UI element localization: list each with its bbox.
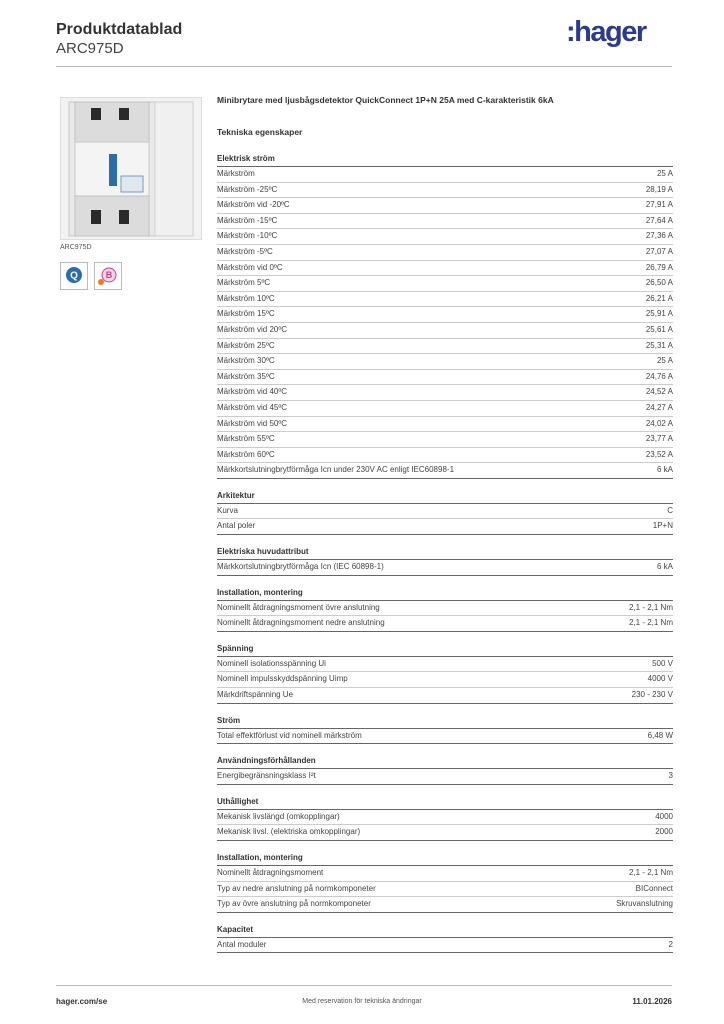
spec-label: Typ av nedre anslutning på normkomponeter <box>217 883 376 893</box>
spec-value: Skruvanslutning <box>616 899 673 909</box>
spec-value: 4000 <box>655 811 673 821</box>
spec-row <box>217 601 673 617</box>
spec-value: 23,77 A <box>645 434 673 444</box>
spec-label: Mekanisk livsl. (elektriska omkopplingar) <box>217 827 361 837</box>
spec-value: 3 <box>668 771 673 781</box>
spec-value: 25 A <box>656 169 673 178</box>
arc-detection-badge <box>94 262 122 290</box>
spec-group-title: Ström <box>217 714 673 729</box>
arc-detection-icon <box>95 263 121 289</box>
spec-value: 4000 V <box>647 674 673 684</box>
spec-value: 2,1 - 2,1 Nm <box>628 868 673 877</box>
spec-label: Märkström vid 45ºC <box>217 402 288 412</box>
spec-row <box>217 339 673 355</box>
spec-row <box>217 245 673 261</box>
spec-value: BIConnect <box>635 883 673 893</box>
circuit-breaker-illustration <box>61 98 201 239</box>
spec-label: Märkström 30ºC <box>217 356 275 366</box>
image-label: ARC975D <box>60 244 92 251</box>
spec-row <box>217 657 673 673</box>
spec-label: Märkström vid 0ºC <box>217 262 283 272</box>
spec-row <box>217 519 673 535</box>
spec-group-title: Installation, montering <box>217 851 673 866</box>
spec-value: 24,27 A <box>645 402 673 412</box>
spec-row <box>217 825 673 841</box>
spec-groups <box>217 152 673 953</box>
spec-row <box>217 448 673 464</box>
spec-label: Märkdriftspänning Ue <box>217 690 294 700</box>
spec-value: 27,36 A <box>645 231 673 241</box>
spec-label: Antal moduler <box>217 939 267 949</box>
spec-group <box>217 851 673 913</box>
spec-row <box>217 323 673 339</box>
spec-label: Märkström -10ºC <box>217 231 278 241</box>
spec-label: Märkström 55ºC <box>217 434 275 444</box>
spec-row <box>217 432 673 448</box>
quickconnect-icon <box>61 263 87 289</box>
spec-row <box>217 198 673 214</box>
spec-value: 2 <box>668 939 673 949</box>
spec-value: 24,52 A <box>645 387 673 397</box>
spec-label: Märkström <box>217 169 255 178</box>
spec-value: 25,61 A <box>645 324 673 334</box>
spec-group-title: Installation, montering <box>217 586 673 601</box>
spec-row <box>217 183 673 199</box>
spec-value: 2,1 - 2,1 Nm <box>628 602 673 612</box>
spec-row <box>217 560 673 576</box>
spec-value: 6 kA <box>656 562 673 572</box>
spec-value: 24,76 A <box>645 371 673 381</box>
spec-label: Märkström vid 40ºC <box>217 387 288 397</box>
spec-group-title: Användningsförhållanden <box>217 754 673 769</box>
spec-group <box>217 489 673 535</box>
spec-group <box>217 545 673 576</box>
spec-row <box>217 463 673 479</box>
footer-website: hager.com/se <box>56 997 108 1006</box>
spec-row <box>217 417 673 433</box>
spec-label: Märkström vid 20ºC <box>217 324 288 334</box>
footer-divider <box>56 985 672 986</box>
quickconnect-badge <box>60 262 88 290</box>
spec-row <box>217 276 673 292</box>
spec-group <box>217 152 673 479</box>
spec-label: Märkkortslutningbrytförmåga Icn (IEC 60898-1) <box>217 562 384 572</box>
spec-group <box>217 714 673 745</box>
spec-label: Nominellt åtdragningsmoment <box>217 868 324 877</box>
spec-row <box>217 866 673 882</box>
spec-value: 27,07 A <box>645 246 673 256</box>
spec-group <box>217 586 673 632</box>
spec-group-title: Spänning <box>217 642 673 657</box>
spec-group-title: Elektrisk ström <box>217 152 673 167</box>
spec-row <box>217 385 673 401</box>
spec-group-title: Uthållighet <box>217 795 673 810</box>
spec-label: Märkström vid 50ºC <box>217 418 288 428</box>
spec-label: Märkström 5ºC <box>217 278 271 288</box>
spec-value: 2,1 - 2,1 Nm <box>628 618 673 628</box>
spec-group <box>217 754 673 785</box>
spec-label: Nominell impulsskyddspänning Uimp <box>217 674 348 684</box>
spec-row <box>217 167 673 183</box>
spec-label: Nominellt åtdragningsmoment övre anslutning <box>217 602 380 612</box>
spec-value: 26,21 A <box>645 293 673 303</box>
spec-value: 230 - 230 V <box>631 690 673 700</box>
spec-label: Märkström -5ºC <box>217 246 273 256</box>
product-description: Minibrytare med ljusbågsdetektor QuickConnect 1P+N 25A med C-karakteristik 6kA <box>217 95 554 105</box>
spec-row <box>217 897 673 913</box>
spec-row <box>217 810 673 826</box>
spec-row <box>217 688 673 704</box>
spec-label: Märkström 25ºC <box>217 340 275 350</box>
spec-label: Märkström 10ºC <box>217 293 275 303</box>
spec-row <box>217 370 673 386</box>
spec-label: Märkström -15ºC <box>217 215 278 225</box>
spec-label: Märkström 15ºC <box>217 309 275 319</box>
spec-value: 6 kA <box>656 465 673 475</box>
spec-value: 25,31 A <box>645 340 673 350</box>
footer-date: 11.01.2026 <box>632 997 672 1006</box>
spec-row <box>217 504 673 520</box>
footer-disclaimer: Med reservation för tekniska ändringar <box>302 998 422 1005</box>
spec-label: Märkström 35ºC <box>217 371 275 381</box>
spec-group <box>217 642 673 704</box>
spec-value: 28,19 A <box>645 184 673 194</box>
spec-value: 1P+N <box>652 521 673 531</box>
spec-label: Märkkortslutningbrytförmåga Icn under 230V AC enligt IEC60898-1 <box>217 465 455 475</box>
product-image <box>60 97 202 240</box>
spec-value: 27,64 A <box>645 215 673 225</box>
spec-label: Nominell isolationsspänning Ui <box>217 658 326 668</box>
spec-row <box>217 229 673 245</box>
spec-label: Kurva <box>217 505 238 515</box>
spec-row <box>217 307 673 323</box>
spec-label: Antal poler <box>217 521 256 531</box>
spec-row <box>217 672 673 688</box>
spec-row <box>217 214 673 230</box>
spec-value: 500 V <box>652 658 673 668</box>
spec-row <box>217 354 673 370</box>
spec-label: Energibegränsningsklass I²t <box>217 771 316 781</box>
section-heading: Tekniska egenskaper <box>217 127 303 137</box>
product-code: ARC975D <box>56 40 124 57</box>
spec-row <box>217 769 673 785</box>
spec-group <box>217 795 673 841</box>
hager-logo: :hager <box>566 16 646 48</box>
header-divider <box>56 66 672 67</box>
document-title: Produktdatablad <box>56 21 183 38</box>
spec-label: Typ av övre anslutning på normkomponeter <box>217 899 371 909</box>
spec-value: 26,50 A <box>645 278 673 288</box>
spec-row <box>217 401 673 417</box>
spec-row <box>217 729 673 745</box>
spec-group <box>217 923 673 954</box>
spec-value: 25,91 A <box>645 309 673 319</box>
spec-value: 25 A <box>656 356 673 366</box>
spec-value: C <box>667 505 673 515</box>
arc-detection-badge-text: B <box>105 270 113 280</box>
spec-group-title: Elektriska huvudattribut <box>217 545 673 560</box>
spec-row <box>217 938 673 954</box>
spec-group-title: Arkitektur <box>217 489 673 504</box>
specs-content <box>217 95 673 963</box>
spec-label: Märkström -25ºC <box>217 184 278 194</box>
spec-label: Märkström vid -20ºC <box>217 200 290 210</box>
spec-row <box>217 882 673 898</box>
spec-row <box>217 292 673 308</box>
spec-value: 6,48 W <box>647 730 673 740</box>
spec-row <box>217 616 673 632</box>
spec-label: Mekanisk livslängd (omkopplingar) <box>217 811 340 821</box>
spec-value: 23,52 A <box>645 449 673 459</box>
quickconnect-badge-text: Q <box>70 270 78 282</box>
spec-value: 24,02 A <box>645 418 673 428</box>
spec-label: Nominellt åtdragningsmoment nedre anslutning <box>217 618 385 628</box>
spec-row <box>217 261 673 277</box>
spec-value: 2000 <box>655 827 673 837</box>
spec-value: 27,91 A <box>645 200 673 210</box>
spec-group-title: Kapacitet <box>217 923 673 938</box>
spec-value: 26,79 A <box>645 262 673 272</box>
spec-label: Total effektförlust vid nominell märkström <box>217 730 362 740</box>
spec-label: Märkström 60ºC <box>217 449 275 459</box>
